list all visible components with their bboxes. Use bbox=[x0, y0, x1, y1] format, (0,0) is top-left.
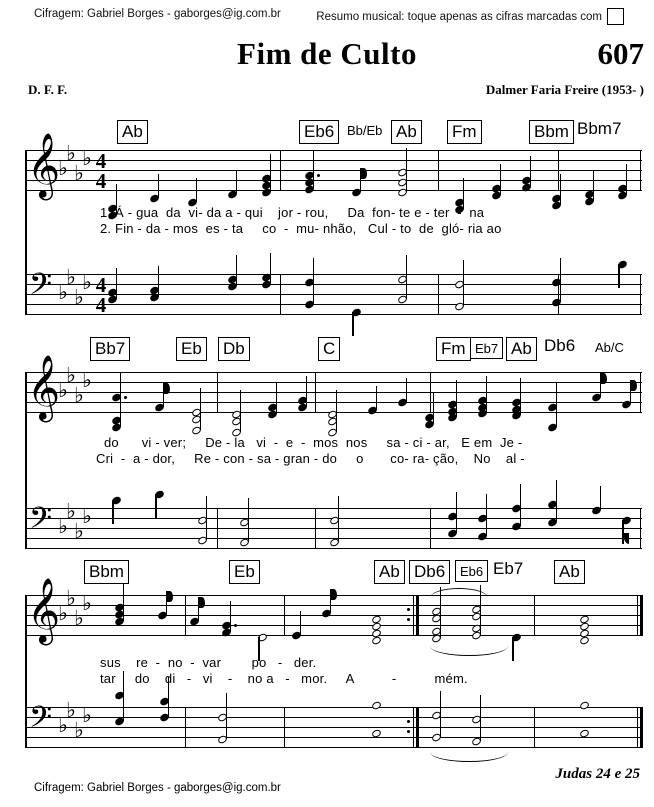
author-initials: D. F. F. bbox=[28, 82, 68, 97]
chord-label: Eb bbox=[229, 560, 260, 584]
note-stem bbox=[600, 486, 602, 510]
note-stem bbox=[226, 693, 228, 739]
eighth-flag-icon bbox=[631, 380, 637, 391]
note-stem bbox=[276, 383, 278, 414]
flat-sign-icon: ♭ bbox=[74, 285, 84, 309]
note-stem bbox=[313, 151, 315, 189]
note-stem bbox=[200, 388, 202, 430]
composer-credit: Dalmer Faria Freire (1953- ) bbox=[485, 82, 644, 97]
chord-label: C bbox=[318, 337, 340, 361]
note-stem bbox=[158, 174, 160, 198]
augmentation-dot bbox=[317, 174, 320, 177]
note-stem bbox=[556, 383, 558, 427]
repeat-dot bbox=[407, 608, 410, 611]
flat-sign-icon: ♭ bbox=[58, 378, 68, 402]
barline-thick bbox=[416, 707, 419, 748]
chord-label: Ab bbox=[391, 120, 422, 144]
flat-sign-icon: ♭ bbox=[82, 368, 92, 392]
barline bbox=[217, 372, 218, 413]
treble-clef-icon: 𝄞 bbox=[27, 578, 61, 643]
note-stem bbox=[352, 312, 354, 336]
lyrics-line-2: 2. Fin - da - mos es - ta co - mu- nhão, Cul - to de gló- ria ao bbox=[100, 221, 502, 236]
chord-label: Eb6 bbox=[299, 120, 339, 144]
eighth-flag-icon bbox=[331, 589, 337, 600]
flat-sign-icon: ♭ bbox=[66, 265, 76, 289]
barline bbox=[640, 508, 641, 549]
chord-label: Db6 bbox=[409, 560, 450, 584]
time-signature-denominator: 4 bbox=[95, 169, 107, 193]
treble-staff bbox=[25, 355, 642, 420]
time-signature-numerator: 4 bbox=[95, 149, 107, 173]
lyrics-line-2: tar do di - vi - no a - mor. A - mém. bbox=[100, 671, 468, 686]
barline bbox=[438, 150, 439, 191]
flat-sign-icon: ♭ bbox=[66, 698, 76, 722]
note-stem bbox=[376, 386, 378, 410]
note-stem bbox=[406, 148, 408, 192]
footer-credit: Cifragem: Gabriel Borges - gaborges@ig.com.br bbox=[34, 782, 281, 794]
note-stem bbox=[456, 492, 458, 533]
note-stem bbox=[196, 178, 198, 202]
chord-label: Ab bbox=[554, 560, 585, 584]
barline-thick bbox=[640, 707, 643, 748]
note-stem bbox=[270, 154, 272, 192]
flat-sign-icon: ♭ bbox=[66, 141, 76, 165]
chord-label: Bb7 bbox=[90, 337, 130, 361]
note-stem bbox=[463, 260, 465, 306]
barline bbox=[430, 508, 431, 549]
chord-label: Eb6 bbox=[455, 560, 488, 582]
bass-staff bbox=[25, 499, 642, 549]
empty-checkbox-icon bbox=[607, 8, 624, 25]
chord-label: Db6 bbox=[544, 336, 576, 355]
note-stem bbox=[520, 484, 522, 526]
lyrics-line-1: do vi - ver; De - la vi - e - mos nos sa - ci - ar, E em Je - bbox=[104, 435, 523, 450]
barline bbox=[315, 508, 316, 549]
note-stem bbox=[406, 378, 408, 402]
note-stem bbox=[560, 174, 562, 205]
flat-sign-icon: ♭ bbox=[58, 601, 68, 625]
barline bbox=[185, 595, 186, 636]
flat-sign-icon: ♭ bbox=[82, 270, 92, 294]
note-stem bbox=[300, 611, 302, 635]
eighth-flag-icon bbox=[199, 597, 205, 608]
note-stem bbox=[622, 520, 624, 544]
flat-sign-icon: ♭ bbox=[82, 703, 92, 727]
notehead bbox=[371, 700, 382, 709]
treble-staff bbox=[25, 578, 642, 643]
note-stem bbox=[116, 268, 118, 299]
flat-sign-icon: ♭ bbox=[74, 718, 84, 742]
note-stem bbox=[236, 255, 238, 286]
time-signature-denominator: 4 bbox=[95, 293, 107, 317]
chord-label: Bb/Eb bbox=[347, 123, 383, 138]
header-note-text: Resumo musical: toque apenas as cifras marcadas com bbox=[316, 10, 602, 23]
note-stem bbox=[313, 258, 315, 304]
chord-label: Db bbox=[218, 337, 250, 361]
barline bbox=[413, 595, 414, 636]
treble-clef-icon: 𝄞 bbox=[27, 133, 61, 198]
note-stem bbox=[240, 390, 242, 432]
barline bbox=[558, 150, 559, 191]
barline bbox=[640, 274, 641, 315]
chord-label: Ab bbox=[506, 337, 537, 361]
lyrics-line-1: 1. Á - gua da vi- da a - qui jor - rou, Da fon- te e - ter - na bbox=[100, 205, 485, 220]
note-stem bbox=[155, 494, 157, 518]
barline bbox=[637, 595, 638, 636]
chord-label: Bbm bbox=[84, 560, 129, 584]
note-stem bbox=[556, 480, 558, 522]
barline bbox=[430, 372, 431, 413]
treble-staff bbox=[25, 133, 642, 198]
barline bbox=[413, 707, 414, 748]
repeat-dot bbox=[407, 618, 410, 621]
time-signature-numerator: 4 bbox=[95, 273, 107, 297]
bass-clef-icon: 𝄢 bbox=[29, 701, 53, 742]
flat-sign-icon: ♭ bbox=[58, 514, 68, 538]
note-stem bbox=[306, 376, 308, 407]
note-stem bbox=[530, 156, 532, 187]
flat-sign-icon: ♭ bbox=[82, 146, 92, 170]
chord-label: Eb bbox=[176, 337, 207, 361]
note-stem bbox=[486, 494, 488, 536]
flat-sign-icon: ♭ bbox=[82, 504, 92, 528]
flat-sign-icon: ♭ bbox=[74, 161, 84, 185]
note-stem bbox=[618, 264, 620, 288]
notehead bbox=[579, 700, 590, 709]
note-stem bbox=[593, 170, 595, 201]
barline bbox=[534, 707, 535, 748]
barline bbox=[284, 595, 285, 636]
chord-label: Fm bbox=[447, 120, 482, 144]
note-stem bbox=[158, 266, 160, 297]
chord-label: Fm bbox=[436, 337, 471, 361]
note-stem bbox=[336, 390, 338, 432]
eighth-flag-icon bbox=[164, 383, 170, 394]
flat-sign-icon: ♭ bbox=[66, 586, 76, 610]
bass-clef-icon: 𝄢 bbox=[29, 502, 53, 543]
barline-thick bbox=[640, 595, 643, 636]
note-stem bbox=[230, 601, 232, 632]
barline bbox=[558, 274, 559, 315]
note-stem bbox=[123, 583, 125, 621]
note-stem bbox=[406, 255, 408, 299]
note-stem bbox=[560, 258, 562, 302]
chord-label: Ab/C bbox=[595, 340, 624, 355]
notehead bbox=[371, 728, 382, 737]
note-stem bbox=[206, 496, 208, 540]
chord-label: Eb7 bbox=[470, 337, 503, 359]
chord-label: Ab bbox=[374, 560, 405, 584]
repeat-dot bbox=[407, 720, 410, 723]
flat-sign-icon: ♭ bbox=[66, 363, 76, 387]
flat-sign-icon: ♭ bbox=[66, 499, 76, 523]
chord-label: Bbm bbox=[529, 120, 574, 144]
header-note bbox=[316, 8, 624, 25]
lyrics-line-2: Cri - a - dor, Re - con - sa - gran - do o co- ra- ção, No al - bbox=[96, 451, 525, 466]
barline-thick bbox=[416, 595, 419, 636]
note-stem bbox=[486, 376, 488, 413]
header-credit: Cifragem: Gabriel Borges - gaborges@ig.com.br bbox=[34, 8, 281, 20]
barline bbox=[185, 707, 186, 748]
tie-slur bbox=[430, 646, 508, 656]
scripture-reference: Judas 24 e 25 bbox=[555, 766, 640, 782]
note-stem bbox=[500, 164, 502, 195]
chord-label: Eb7 bbox=[493, 559, 524, 578]
note-stem bbox=[248, 498, 250, 542]
flat-sign-icon: ♭ bbox=[74, 519, 84, 543]
flat-sign-icon: ♭ bbox=[58, 156, 68, 180]
lyrics-line-1: sus re - no - var po - der. bbox=[100, 655, 317, 670]
note-stem bbox=[480, 695, 482, 741]
flat-sign-icon: ♭ bbox=[74, 383, 84, 407]
flat-sign-icon: ♭ bbox=[74, 606, 84, 630]
note-stem bbox=[270, 253, 272, 284]
chord-label: Ab bbox=[117, 120, 148, 144]
flat-sign-icon: ♭ bbox=[58, 280, 68, 304]
barline bbox=[217, 508, 218, 549]
note-stem bbox=[433, 393, 435, 424]
chord-label: Bbm7 bbox=[577, 119, 622, 138]
eighth-flag-icon bbox=[601, 373, 607, 384]
note-stem bbox=[440, 691, 442, 737]
bass-staff bbox=[25, 265, 642, 317]
treble-clef-icon: 𝄞 bbox=[27, 355, 61, 420]
note-stem bbox=[456, 380, 458, 417]
barline bbox=[640, 150, 641, 191]
barline bbox=[640, 372, 641, 413]
note-stem bbox=[120, 373, 122, 427]
eighth-flag-icon bbox=[361, 168, 367, 179]
barline bbox=[280, 150, 281, 191]
barline bbox=[284, 707, 285, 748]
augmentation-dot bbox=[124, 396, 127, 399]
barline bbox=[438, 274, 439, 315]
note-stem bbox=[338, 496, 340, 542]
note-stem bbox=[236, 170, 238, 194]
tie-slur bbox=[430, 752, 508, 762]
note-stem bbox=[626, 164, 628, 195]
barline bbox=[280, 274, 281, 315]
note-stem bbox=[520, 378, 522, 415]
barline bbox=[315, 372, 316, 413]
notehead bbox=[579, 728, 590, 737]
repeat-dot bbox=[407, 730, 410, 733]
hymn-number: 607 bbox=[597, 36, 644, 71]
bass-staff bbox=[25, 698, 642, 748]
note-stem bbox=[512, 637, 514, 661]
eighth-flag-icon bbox=[167, 591, 173, 602]
page-title: Fim de Culto bbox=[237, 36, 417, 71]
bass-clef-icon: 𝄢 bbox=[29, 268, 53, 309]
eighth-flag-icon bbox=[623, 533, 629, 544]
note-stem bbox=[112, 500, 114, 524]
barline bbox=[637, 707, 638, 748]
flat-sign-icon: ♭ bbox=[58, 713, 68, 737]
flat-sign-icon: ♭ bbox=[82, 591, 92, 615]
barline bbox=[534, 595, 535, 636]
augmentation-dot bbox=[234, 624, 237, 627]
